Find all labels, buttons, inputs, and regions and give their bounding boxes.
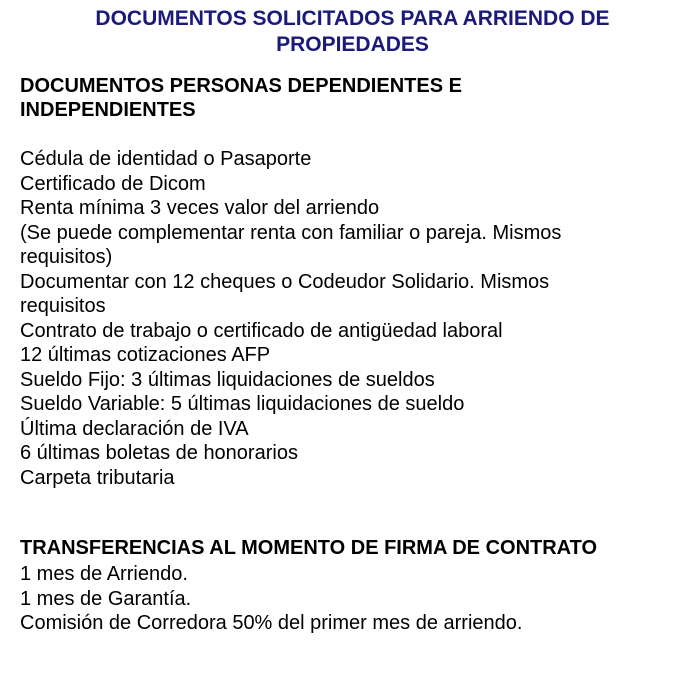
list-item: Cédula de identidad o Pasaporte <box>20 148 312 170</box>
list-item: 6 últimas boletas de honorarios <box>20 442 298 464</box>
list-item: Última declaración de IVA <box>20 417 249 440</box>
list-item: 12 últimas cotizaciones AFP <box>20 344 271 366</box>
list-item: Sueldo Fijo: 3 últimas liquidaciones de sueldos <box>20 368 435 391</box>
list-item: 1 mes de Garantía. <box>20 587 192 610</box>
transfers-list <box>20 562 660 636</box>
list-item: Carpeta tributaria <box>20 466 175 489</box>
section-heading-documents: DOCUMENTOS PERSONAS DEPENDIENTES E INDEPENDIENTES <box>20 75 462 121</box>
list-item: 1 mes de Arriendo. <box>20 563 188 585</box>
list-item: Certificado de Dicom <box>20 172 206 195</box>
section-heading-transfers: TRANSFERENCIAS AL MOMENTO DE FIRMA DE CONTRATO <box>20 537 598 559</box>
documents-list <box>20 147 620 490</box>
list-item: Documentar con 12 cheques o Codeudor Solidario. Mismos requisitos <box>20 270 550 317</box>
list-item: Comisión de Corredora 50% del primer mes de arriendo. <box>20 612 523 634</box>
list-item: Contrato de trabajo o certificado de antigüedad laboral <box>20 319 503 342</box>
list-item: Renta mínima 3 veces valor del arriendo <box>20 197 380 219</box>
page-title: DOCUMENTOS SOLICITADOS PARA ARRIENDO DE PROPIEDADES <box>95 7 610 56</box>
list-item: (Se puede complementar renta con familiar o pareja. Mismos requisitos) <box>20 221 562 268</box>
list-item: Sueldo Variable: 5 últimas liquidaciones de sueldo <box>20 393 465 415</box>
